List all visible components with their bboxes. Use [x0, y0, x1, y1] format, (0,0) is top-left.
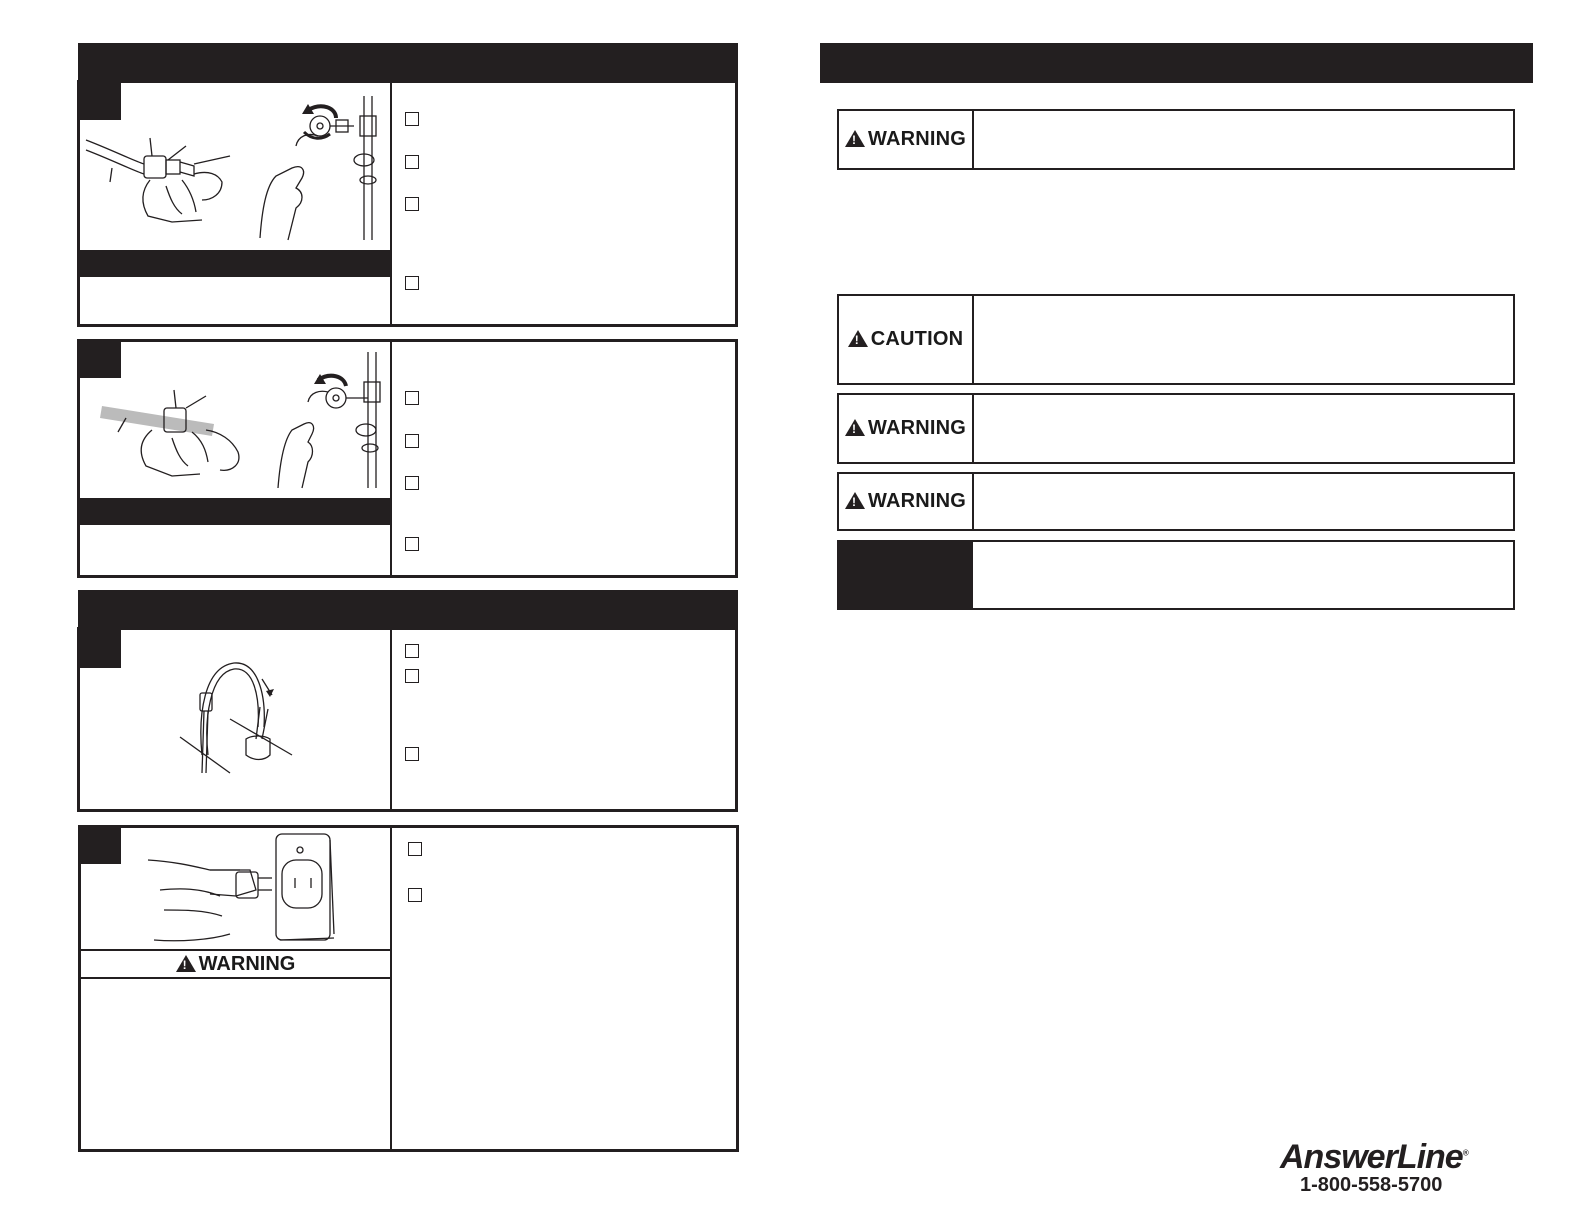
warning-icon: [845, 130, 865, 147]
checkbox[interactable]: [405, 112, 419, 126]
warning-icon: [845, 492, 865, 509]
answerline-logo: AnswerLine®: [1280, 1138, 1468, 1176]
warning-label-strip: [80, 949, 391, 979]
notice-box: [837, 540, 1515, 610]
caution-label: CAUTION: [870, 328, 964, 350]
warning-notice: [837, 109, 1515, 170]
checkbox[interactable]: [405, 276, 419, 290]
caution-icon: [848, 330, 868, 347]
warning-label-cell: [839, 111, 974, 168]
phone-number: 1-800-558-5700: [1300, 1174, 1443, 1196]
checkbox[interactable]: [405, 476, 419, 490]
checkbox[interactable]: [405, 391, 419, 405]
warning-label: WARNING: [867, 490, 967, 512]
warning-label: WARNING: [867, 417, 967, 439]
caution-notice: [837, 294, 1515, 385]
step-number-tab: [78, 628, 121, 668]
wrap-thread-tape-illustration: [82, 346, 388, 496]
warning-icon: [176, 955, 196, 972]
panel-divider: [390, 341, 392, 576]
warning-label: WARNING: [198, 952, 296, 975]
panel-divider: [390, 629, 392, 810]
checkbox[interactable]: [405, 434, 419, 448]
notice-label-cell: [839, 542, 973, 608]
panel-divider: [390, 827, 392, 1150]
panel-divider: [390, 82, 392, 325]
warning-label-cell: [839, 474, 974, 529]
checkbox[interactable]: [405, 537, 419, 551]
checkbox[interactable]: [405, 747, 419, 761]
checkbox[interactable]: [405, 155, 419, 169]
warning-notice: [837, 472, 1515, 531]
step-number-tab: [80, 826, 121, 864]
warning-label: WARNING: [867, 128, 967, 150]
section-header-bar: [78, 590, 738, 630]
connect-tubing-illustration: [82, 90, 388, 248]
checkbox[interactable]: [405, 644, 419, 658]
warning-icon: [845, 419, 865, 436]
caution-label-cell: [839, 296, 974, 383]
checkbox[interactable]: [408, 842, 422, 856]
warning-notice: [837, 393, 1515, 464]
section-header-bar: [820, 43, 1533, 83]
note-bar: [80, 250, 391, 277]
checkbox[interactable]: [408, 888, 422, 902]
warning-label-cell: [839, 395, 974, 462]
plug-in-outlet-illustration: [140, 830, 340, 946]
logo-text: AnswerLine: [1280, 1138, 1463, 1176]
section-header-bar: [78, 43, 738, 83]
checkbox[interactable]: [405, 197, 419, 211]
checkbox[interactable]: [405, 669, 419, 683]
faucet-flush-illustration: [170, 655, 310, 779]
note-bar: [80, 498, 391, 525]
